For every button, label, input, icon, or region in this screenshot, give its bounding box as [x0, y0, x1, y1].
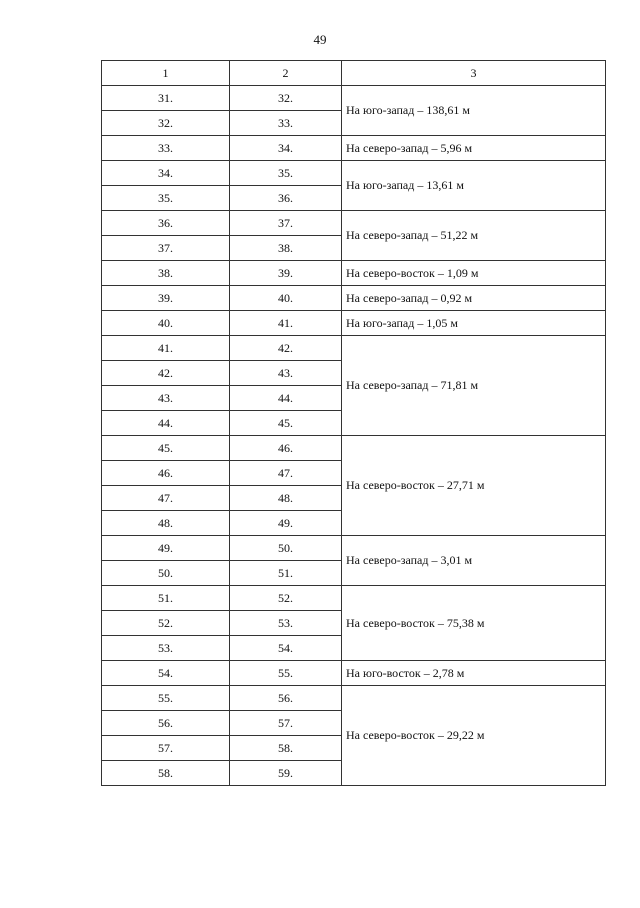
point-to-cell: 52.: [230, 586, 342, 611]
table-row: [102, 586, 606, 611]
point-from-cell: 47.: [102, 486, 230, 511]
point-to-cell: 44.: [230, 386, 342, 411]
page-number: 49: [313, 32, 327, 47]
point-to-cell: 53.: [230, 611, 342, 636]
point-from-cell: 31.: [102, 86, 230, 111]
point-from-cell: 45.: [102, 436, 230, 461]
point-from-cell: 37.: [102, 236, 230, 261]
table-row: [102, 436, 606, 461]
direction-cell: На северо-запад – 3,01 м: [342, 536, 606, 586]
header-row: [102, 61, 606, 86]
column-header-2: 2: [230, 61, 342, 86]
table-row: [102, 536, 606, 561]
table-row: [102, 261, 606, 286]
point-from-cell: 57.: [102, 736, 230, 761]
direction-cell: На северо-восток – 29,22 м: [342, 686, 606, 786]
column-header-1: 1: [102, 61, 230, 86]
point-to-cell: 38.: [230, 236, 342, 261]
direction-cell: На северо-восток – 27,71 м: [342, 436, 606, 536]
point-from-cell: 46.: [102, 461, 230, 486]
direction-cell: На северо-запад – 71,81 м: [342, 336, 606, 436]
point-to-cell: 41.: [230, 311, 342, 336]
direction-cell: На северо-запад – 0,92 м: [342, 286, 606, 311]
point-from-cell: 36.: [102, 211, 230, 236]
point-to-cell: 51.: [230, 561, 342, 586]
table-row: [102, 161, 606, 186]
direction-cell: На юго-запад – 1,05 м: [342, 311, 606, 336]
direction-cell: На северо-запад – 5,96 м: [342, 136, 606, 161]
point-from-cell: 38.: [102, 261, 230, 286]
point-to-cell: 39.: [230, 261, 342, 286]
point-to-cell: 47.: [230, 461, 342, 486]
point-to-cell: 54.: [230, 636, 342, 661]
point-to-cell: 48.: [230, 486, 342, 511]
table-body: [102, 86, 606, 786]
table-row: [102, 686, 606, 711]
point-to-cell: 34.: [230, 136, 342, 161]
point-from-cell: 48.: [102, 511, 230, 536]
point-to-cell: 58.: [230, 736, 342, 761]
point-to-cell: 32.: [230, 86, 342, 111]
point-to-cell: 36.: [230, 186, 342, 211]
table-row: [102, 661, 606, 686]
point-to-cell: 49.: [230, 511, 342, 536]
table-row: [102, 211, 606, 236]
point-from-cell: 54.: [102, 661, 230, 686]
point-to-cell: 50.: [230, 536, 342, 561]
point-from-cell: 56.: [102, 711, 230, 736]
point-to-cell: 33.: [230, 111, 342, 136]
point-to-cell: 40.: [230, 286, 342, 311]
point-to-cell: 45.: [230, 411, 342, 436]
direction-cell: На северо-восток – 1,09 м: [342, 261, 606, 286]
point-to-cell: 59.: [230, 761, 342, 786]
point-from-cell: 33.: [102, 136, 230, 161]
point-from-cell: 44.: [102, 411, 230, 436]
point-to-cell: 57.: [230, 711, 342, 736]
point-to-cell: 56.: [230, 686, 342, 711]
point-from-cell: 49.: [102, 536, 230, 561]
point-from-cell: 53.: [102, 636, 230, 661]
table-row: [102, 336, 606, 361]
direction-cell: На северо-восток – 75,38 м: [342, 586, 606, 661]
point-from-cell: 52.: [102, 611, 230, 636]
point-to-cell: 46.: [230, 436, 342, 461]
point-from-cell: 58.: [102, 761, 230, 786]
point-from-cell: 41.: [102, 336, 230, 361]
table-row: [102, 311, 606, 336]
point-from-cell: 43.: [102, 386, 230, 411]
point-from-cell: 51.: [102, 586, 230, 611]
direction-cell: На юго-восток – 2,78 м: [342, 661, 606, 686]
point-to-cell: 35.: [230, 161, 342, 186]
point-to-cell: 55.: [230, 661, 342, 686]
point-from-cell: 34.: [102, 161, 230, 186]
point-from-cell: 35.: [102, 186, 230, 211]
boundary-table: [101, 60, 606, 786]
point-from-cell: 39.: [102, 286, 230, 311]
point-to-cell: 37.: [230, 211, 342, 236]
point-to-cell: 43.: [230, 361, 342, 386]
table-row: [102, 86, 606, 111]
point-from-cell: 40.: [102, 311, 230, 336]
point-from-cell: 50.: [102, 561, 230, 586]
direction-cell: На северо-запад – 51,22 м: [342, 211, 606, 261]
point-to-cell: 42.: [230, 336, 342, 361]
table-row: [102, 136, 606, 161]
table-row: [102, 286, 606, 311]
point-from-cell: 42.: [102, 361, 230, 386]
direction-cell: На юго-запад – 13,61 м: [342, 161, 606, 211]
direction-cell: На юго-запад – 138,61 м: [342, 86, 606, 136]
point-from-cell: 32.: [102, 111, 230, 136]
point-from-cell: 55.: [102, 686, 230, 711]
column-header-3: 3: [342, 61, 606, 86]
